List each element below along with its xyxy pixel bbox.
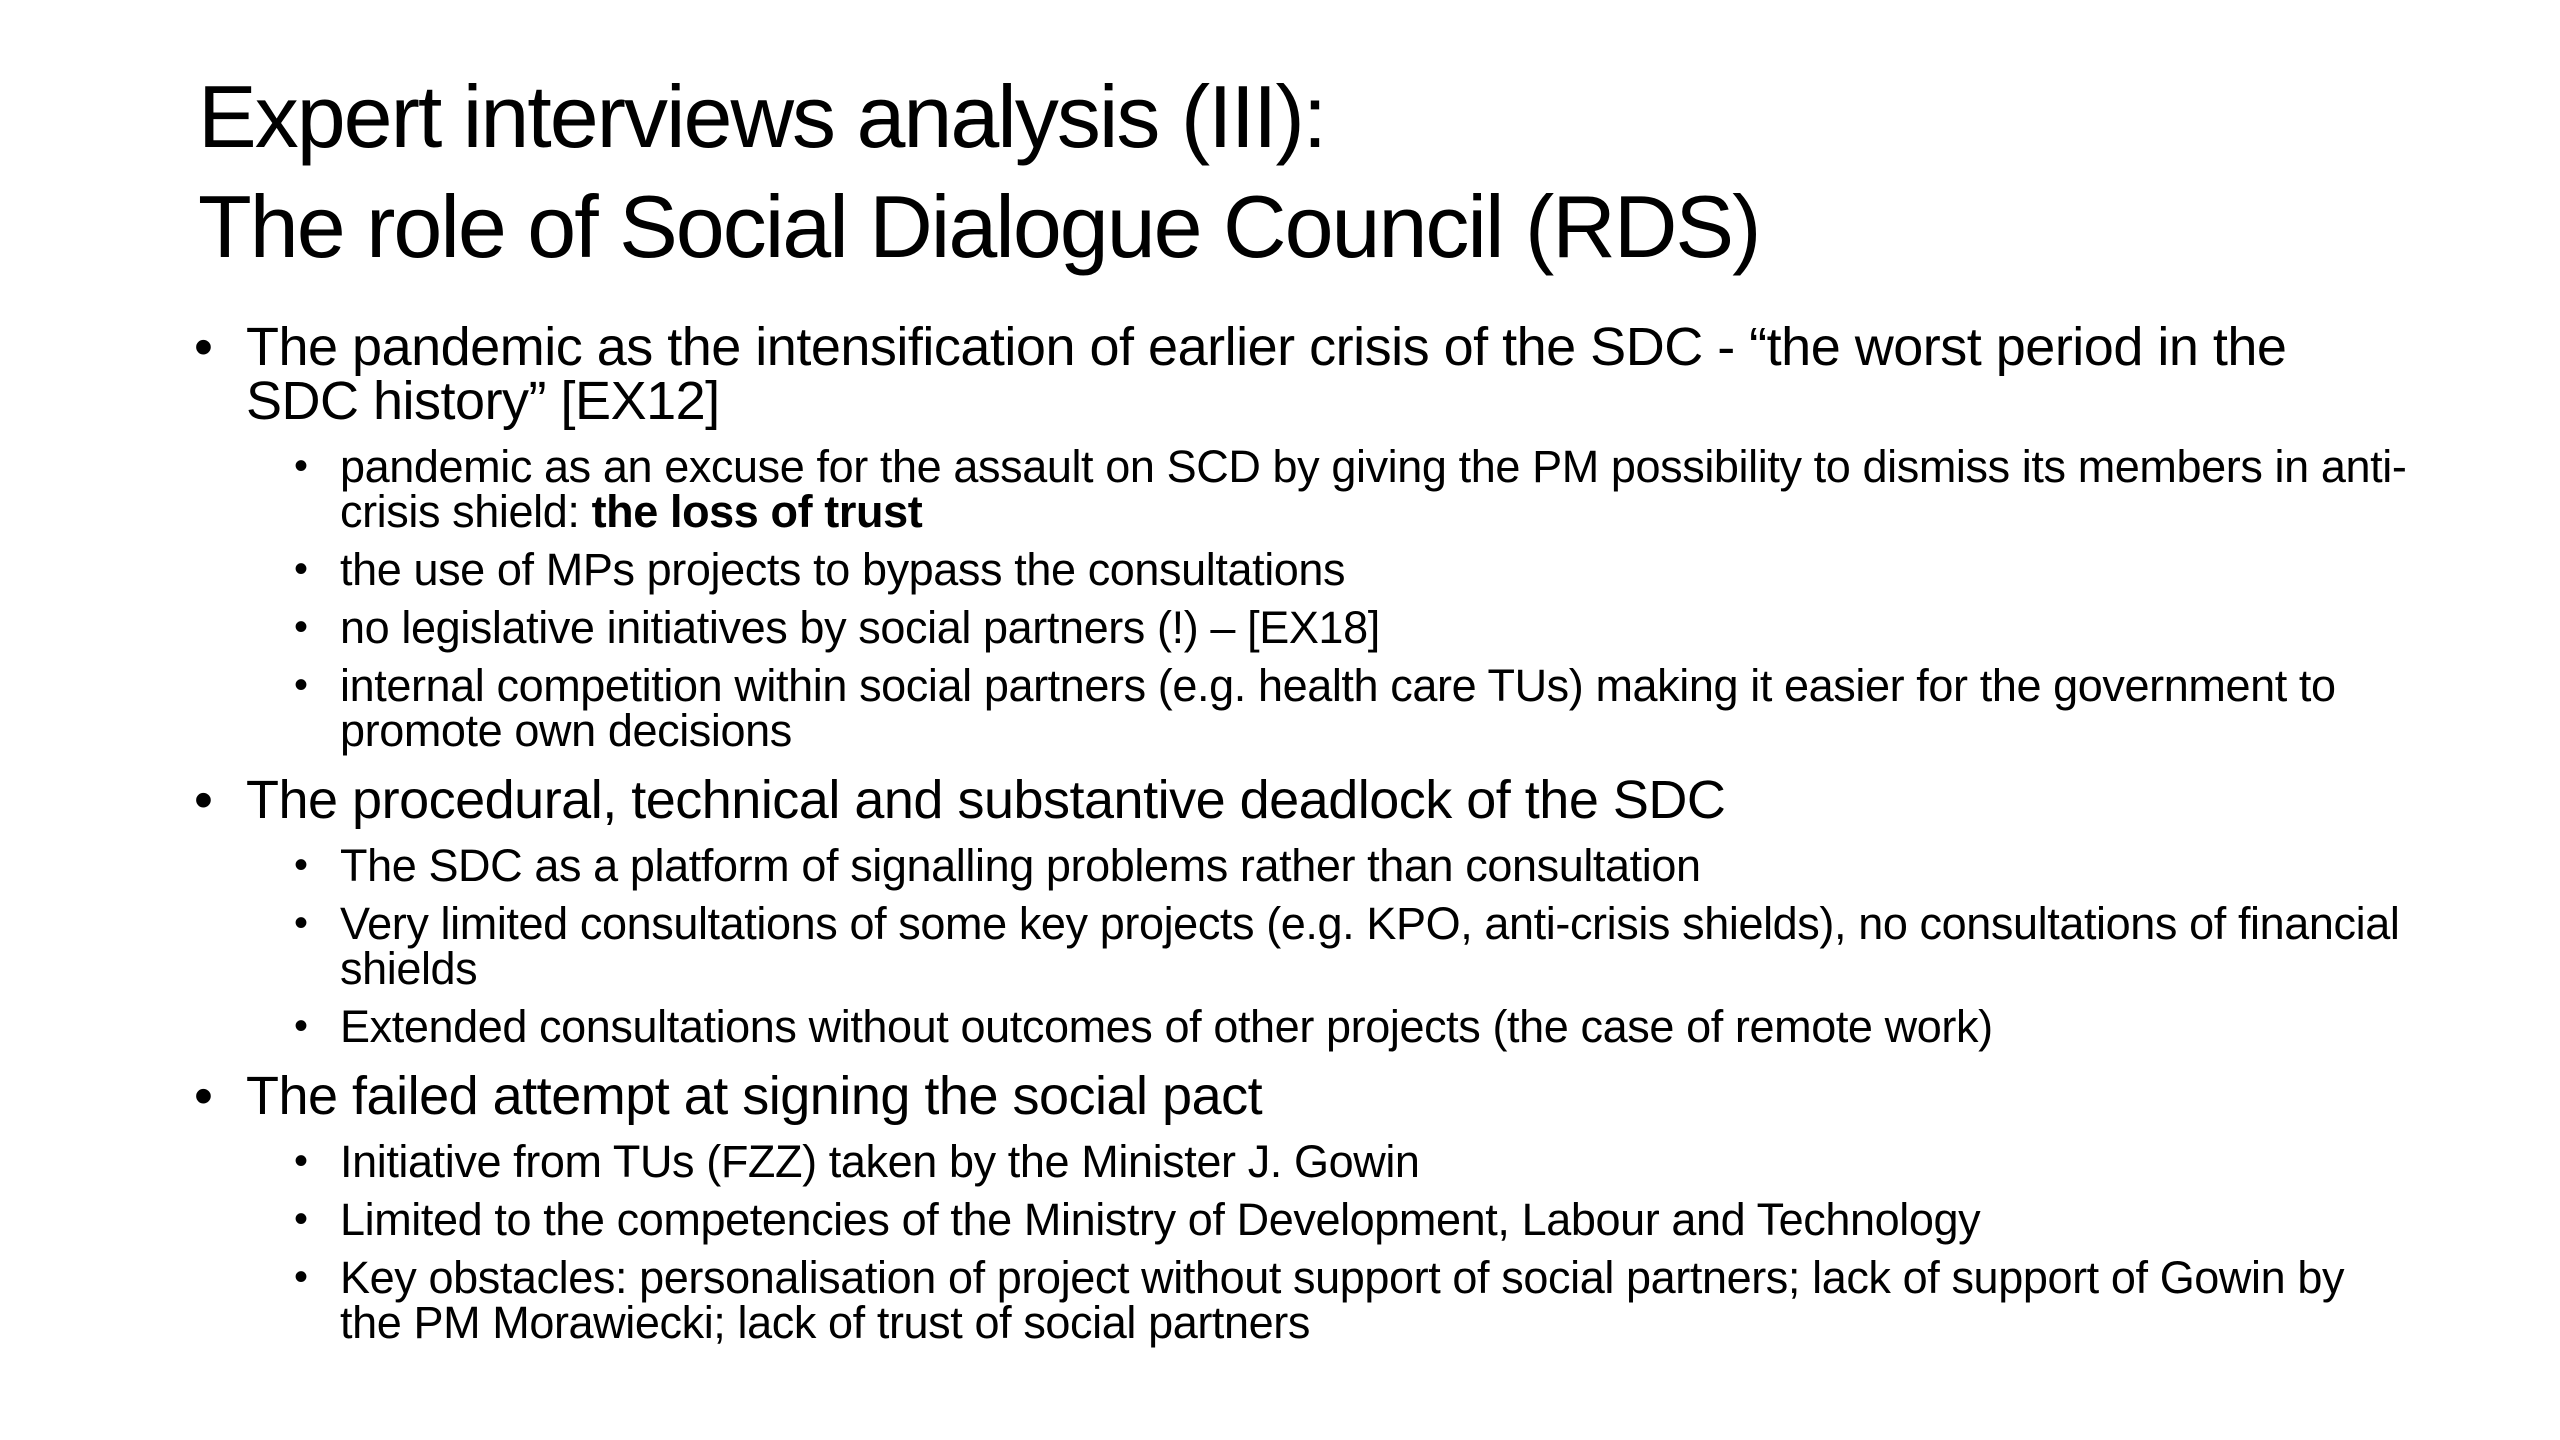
- bullet-icon: •: [294, 1139, 308, 1183]
- bullet-icon: •: [294, 547, 308, 591]
- bullet-icon: •: [294, 444, 308, 488]
- bullet-icon: •: [194, 1066, 213, 1126]
- sub-bullet-text: Extended consultations without outcomes of other projects (the case of remote work): [340, 1001, 1993, 1052]
- sub-bullet-text: The SDC as a platform of signalling problems rather than consultation: [340, 840, 1701, 891]
- title-line-2: The role of Social Dialogue Council (RDS): [198, 177, 1760, 276]
- bullet-item: [190, 770, 2410, 1052]
- bullet-text: The pandemic as the intensification of earlier crisis of the SDC - “the worst period in the SDC history” [EX12]: [246, 317, 2287, 431]
- bullet-icon: •: [294, 843, 308, 887]
- slide-title: [198, 62, 2398, 282]
- sub-bullet-item: [190, 898, 2410, 994]
- sub-bullet-item: [190, 544, 2410, 595]
- title-line-1: Expert interviews analysis (III):: [198, 67, 1326, 166]
- bullet-icon: •: [294, 663, 308, 707]
- sub-bullet-list: [246, 441, 2410, 756]
- bullet-icon: •: [294, 1197, 308, 1241]
- bullet-text: The failed attempt at signing the social pact: [246, 1066, 1263, 1126]
- bullet-icon: •: [294, 901, 308, 945]
- bullet-icon: •: [294, 1255, 308, 1299]
- sub-bullet-list: [246, 840, 2410, 1052]
- sub-bullet-list: [246, 1136, 2410, 1348]
- bullet-item: [190, 317, 2410, 756]
- sub-bullet-bold-text: the loss of trust: [591, 486, 923, 537]
- sub-bullet-item: [190, 1001, 2410, 1052]
- sub-bullet-item: [190, 602, 2410, 653]
- slide-body: [190, 317, 2410, 1365]
- bullet-icon: •: [194, 317, 213, 377]
- bullet-icon: •: [294, 1004, 308, 1048]
- sub-bullet-item: [190, 1194, 2410, 1245]
- sub-bullet-text: no legislative initiatives by social partners (!) – [EX18]: [340, 602, 1380, 653]
- sub-bullet-text: pandemic as an excuse for the assault on SCD by giving the PM possibility to dismiss its members in anti-crisis shield:: [340, 441, 2407, 537]
- bullet-text: The procedural, technical and substantive deadlock of the SDC: [246, 770, 1726, 830]
- sub-bullet-text: internal competition within social partners (e.g. health care TUs) making it easier for the government to promote own decisions: [340, 660, 2336, 756]
- sub-bullet-text: Initiative from TUs (FZZ) taken by the Minister J. Gowin: [340, 1136, 1420, 1187]
- sub-bullet-text: the use of MPs projects to bypass the consultations: [340, 544, 1346, 595]
- sub-bullet-item: [190, 1136, 2410, 1187]
- bullet-list: [190, 317, 2410, 1348]
- sub-bullet-item: [190, 840, 2410, 891]
- sub-bullet-text: Very limited consultations of some key projects (e.g. KPO, anti-crisis shields), no consultations of financial shields: [340, 898, 2400, 994]
- bullet-icon: •: [294, 605, 308, 649]
- sub-bullet-item: [190, 441, 2410, 537]
- bullet-item: [190, 1066, 2410, 1348]
- bullet-icon: •: [194, 770, 213, 830]
- sub-bullet-text: Key obstacles: personalisation of project without support of social partners; lack of support of Gowin by the PM Morawiecki; lack of trust of social partners: [340, 1252, 2345, 1348]
- sub-bullet-item: [190, 1252, 2410, 1348]
- sub-bullet-text: Limited to the competencies of the Ministry of Development, Labour and Technology: [340, 1194, 1981, 1245]
- sub-bullet-item: [190, 660, 2410, 756]
